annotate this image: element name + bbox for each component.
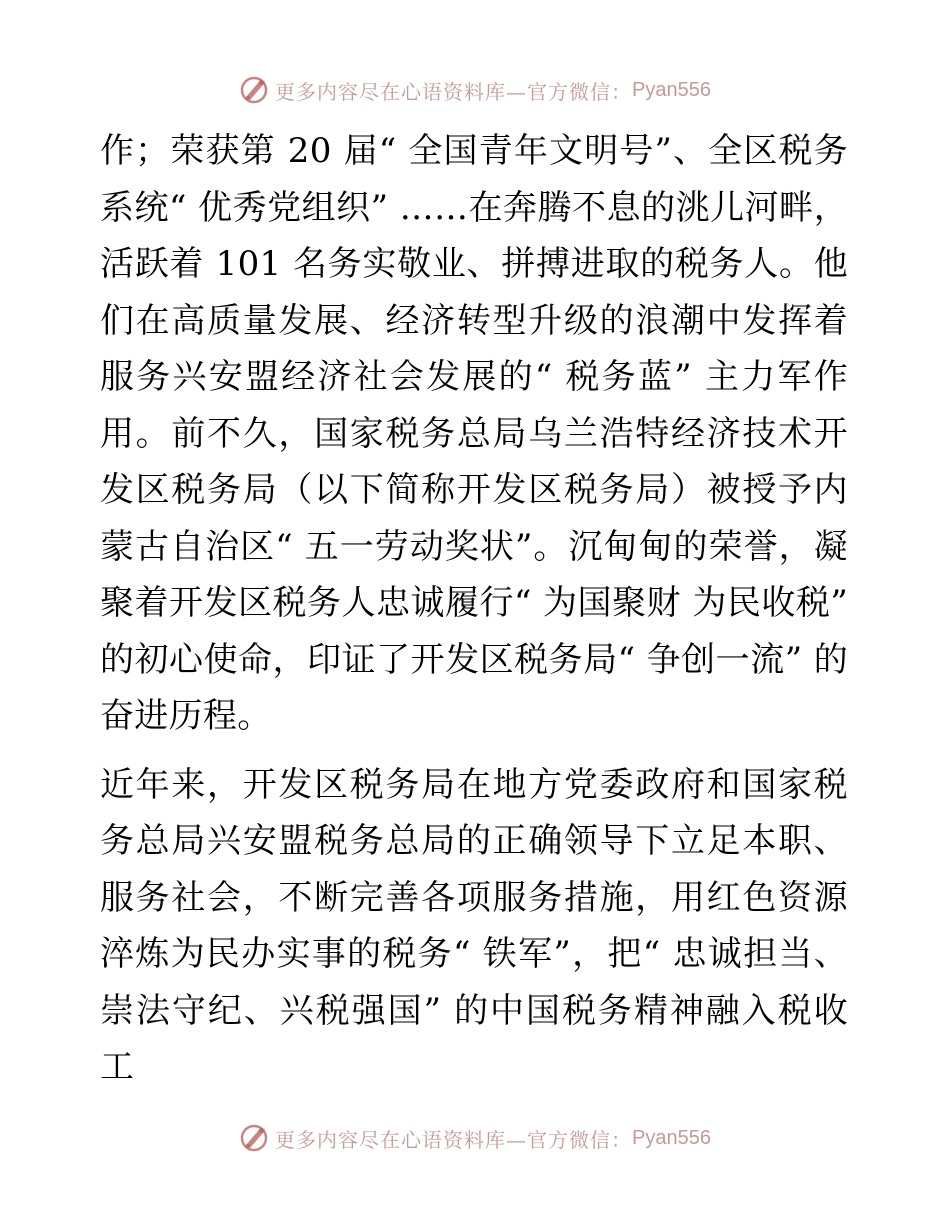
watermark-wechat-id: Pyan556	[632, 1126, 711, 1149]
header-watermark	[0, 70, 950, 110]
ink-pen-seal-icon	[239, 75, 269, 105]
paragraph-1: 作；荣获第 20 届“ 全国青年文明号”、全区税务系统“ 优秀党组织” ……在奔腾不息的洮儿河畔，活跃着 101 名务实敬业、拼搏进取的税务人。他们在高质量发展、经济转型升级的浪潮中发挥着服务兴安盟经济社会发展的“ 税务蓝” 主力军作用。前不久，国家税务总局乌兰浩特经济技术开发区税务局（以下简称开发区税务局）被授予内蒙古自治区“ 五一劳动奖状”。沉甸甸的荣誉，凝聚着开发区税务人忠诚履行“ 为国聚财 为民收税” 的初心使命，印证了开发区税务局“ 争创一流” 的奋进历程。	[100, 131, 848, 736]
watermark-text: 更多内容尽在心语资料库—官方微信：	[275, 79, 633, 104]
ink-pen-seal-icon	[239, 1123, 269, 1153]
paragraph-2: 近年来，开发区税务局在地方党委政府和国家税务总局兴安盟税务总局的正确领导下立足本职、服务社会，不断完善各项服务措施，用红色资源淬炼为民办实事的税务“ 铁军”，把“ 忠诚担当、崇法守纪、兴税强国” 的中国税务精神融入税收工	[100, 764, 848, 1087]
footer-watermark	[0, 1118, 950, 1158]
watermark-text: 更多内容尽在心语资料库—官方微信：	[275, 1127, 633, 1152]
document-body	[100, 123, 848, 1096]
watermark-wechat-id: Pyan556	[632, 78, 711, 101]
